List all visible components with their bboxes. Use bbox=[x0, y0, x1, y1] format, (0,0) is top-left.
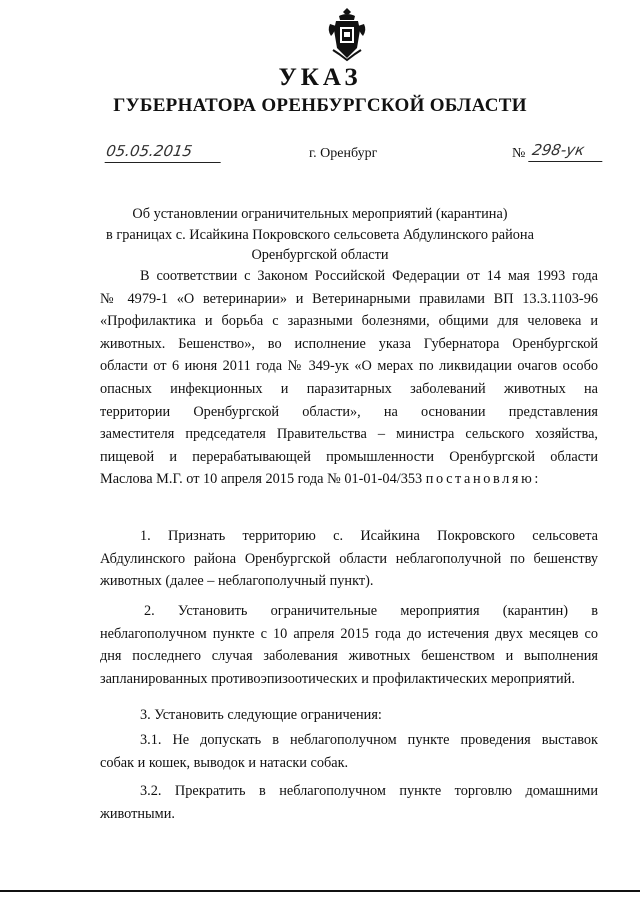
text-line: территории Оренбургской области», на основании представления bbox=[100, 403, 598, 420]
item-3-paragraph bbox=[100, 704, 598, 727]
text-line: собак и кошек, выводок и натаски собак. bbox=[100, 754, 349, 771]
text-line: 1. Признать территорию с. Исайкина Покровского сельсовета bbox=[140, 528, 598, 544]
document-subject bbox=[100, 204, 540, 266]
document-number-label: № bbox=[512, 146, 526, 161]
decree-word: постановляю: bbox=[425, 471, 541, 488]
text-line: В соответствии с Законом Российской Федерации от 14 мая 1993 года bbox=[140, 268, 598, 284]
text-line: № 4979-1 «О ветеринарии» и Ветеринарными правилами ВП 13.3.1103-96 bbox=[100, 290, 598, 307]
document-number-value: 298-ук bbox=[530, 141, 586, 159]
text-line: животных (далее – неблагополучный пункт). bbox=[100, 573, 374, 590]
text-line bbox=[100, 468, 598, 491]
document-number bbox=[530, 141, 606, 163]
subject-line: Оренбургской области bbox=[251, 247, 389, 263]
text-line: 3.1. Не допускать в неблагополучном пункте проведения выставок bbox=[140, 732, 598, 748]
text-line: заместителя председателя Правительства – министра сельского хозяйства, bbox=[100, 426, 598, 443]
text-line: опасных инфекционных и паразитарных заболеваний животных на bbox=[100, 380, 598, 397]
text-line: неблагополучном пункте с 10 апреля 2015 года до истечения двух месяцев со bbox=[100, 625, 598, 642]
preamble-last-line: Маслова М.Г. от 10 апреля 2015 года № 01-01-04/353 bbox=[100, 471, 423, 488]
text-line: «Профилактика и борьба с заразными болезнями, общими для человека и bbox=[100, 313, 598, 330]
issuing-authority: ГУБЕРНАТОРА ОРЕНБУРГСКОЙ ОБЛАСТИ bbox=[113, 95, 527, 116]
text-line: 2. Установить ограничительные мероприятия (карантин) в bbox=[144, 603, 598, 619]
document-city: г. Оренбург bbox=[309, 146, 378, 161]
subject-line: в границах с. Исайкина Покровского сельсовета Абдулинского района bbox=[106, 226, 534, 243]
coat-of-arms-emblem bbox=[327, 8, 367, 62]
text-line: пищевой и перерабатывающей промышленности Оренбургской области bbox=[100, 448, 598, 465]
text-line: области от 6 июня 2011 года № 349-ук «О мерах по ликвидации очагов особо bbox=[100, 358, 598, 375]
text-line: животными. bbox=[100, 805, 175, 822]
text-line: Абдулинского района Оренбургской области неблагополучной по бешенству bbox=[100, 550, 598, 567]
text-line: 3. Установить следующие ограничения: bbox=[140, 707, 382, 723]
text-line: 3.2. Прекратить в неблагополучном пункте торговлю домашними bbox=[140, 783, 598, 799]
subject-line: Об установлении ограничительных мероприятий (карантина) bbox=[132, 206, 508, 222]
item-3-2-paragraph bbox=[100, 780, 598, 825]
text-line: дня последнего случая заболевания животных бешенством и выполнения bbox=[100, 648, 598, 665]
text-line: запланированных противоэпизоотических и профилактических мероприятий. bbox=[100, 670, 575, 687]
preamble-paragraph bbox=[100, 265, 598, 491]
item-3-1-paragraph bbox=[100, 729, 598, 774]
number-underline bbox=[528, 161, 602, 162]
item-1-paragraph bbox=[100, 525, 598, 593]
document-date bbox=[104, 142, 217, 164]
item-2-paragraph bbox=[100, 600, 598, 690]
text-line: животных. Бешенство», во исполнение указа Губернатора Оренбургской bbox=[100, 335, 598, 352]
document-type-title: УКАЗ bbox=[278, 64, 362, 91]
document-date-value: 05.05.2015 bbox=[105, 142, 194, 160]
page-bottom-border bbox=[0, 890, 640, 892]
date-underline bbox=[105, 162, 221, 163]
